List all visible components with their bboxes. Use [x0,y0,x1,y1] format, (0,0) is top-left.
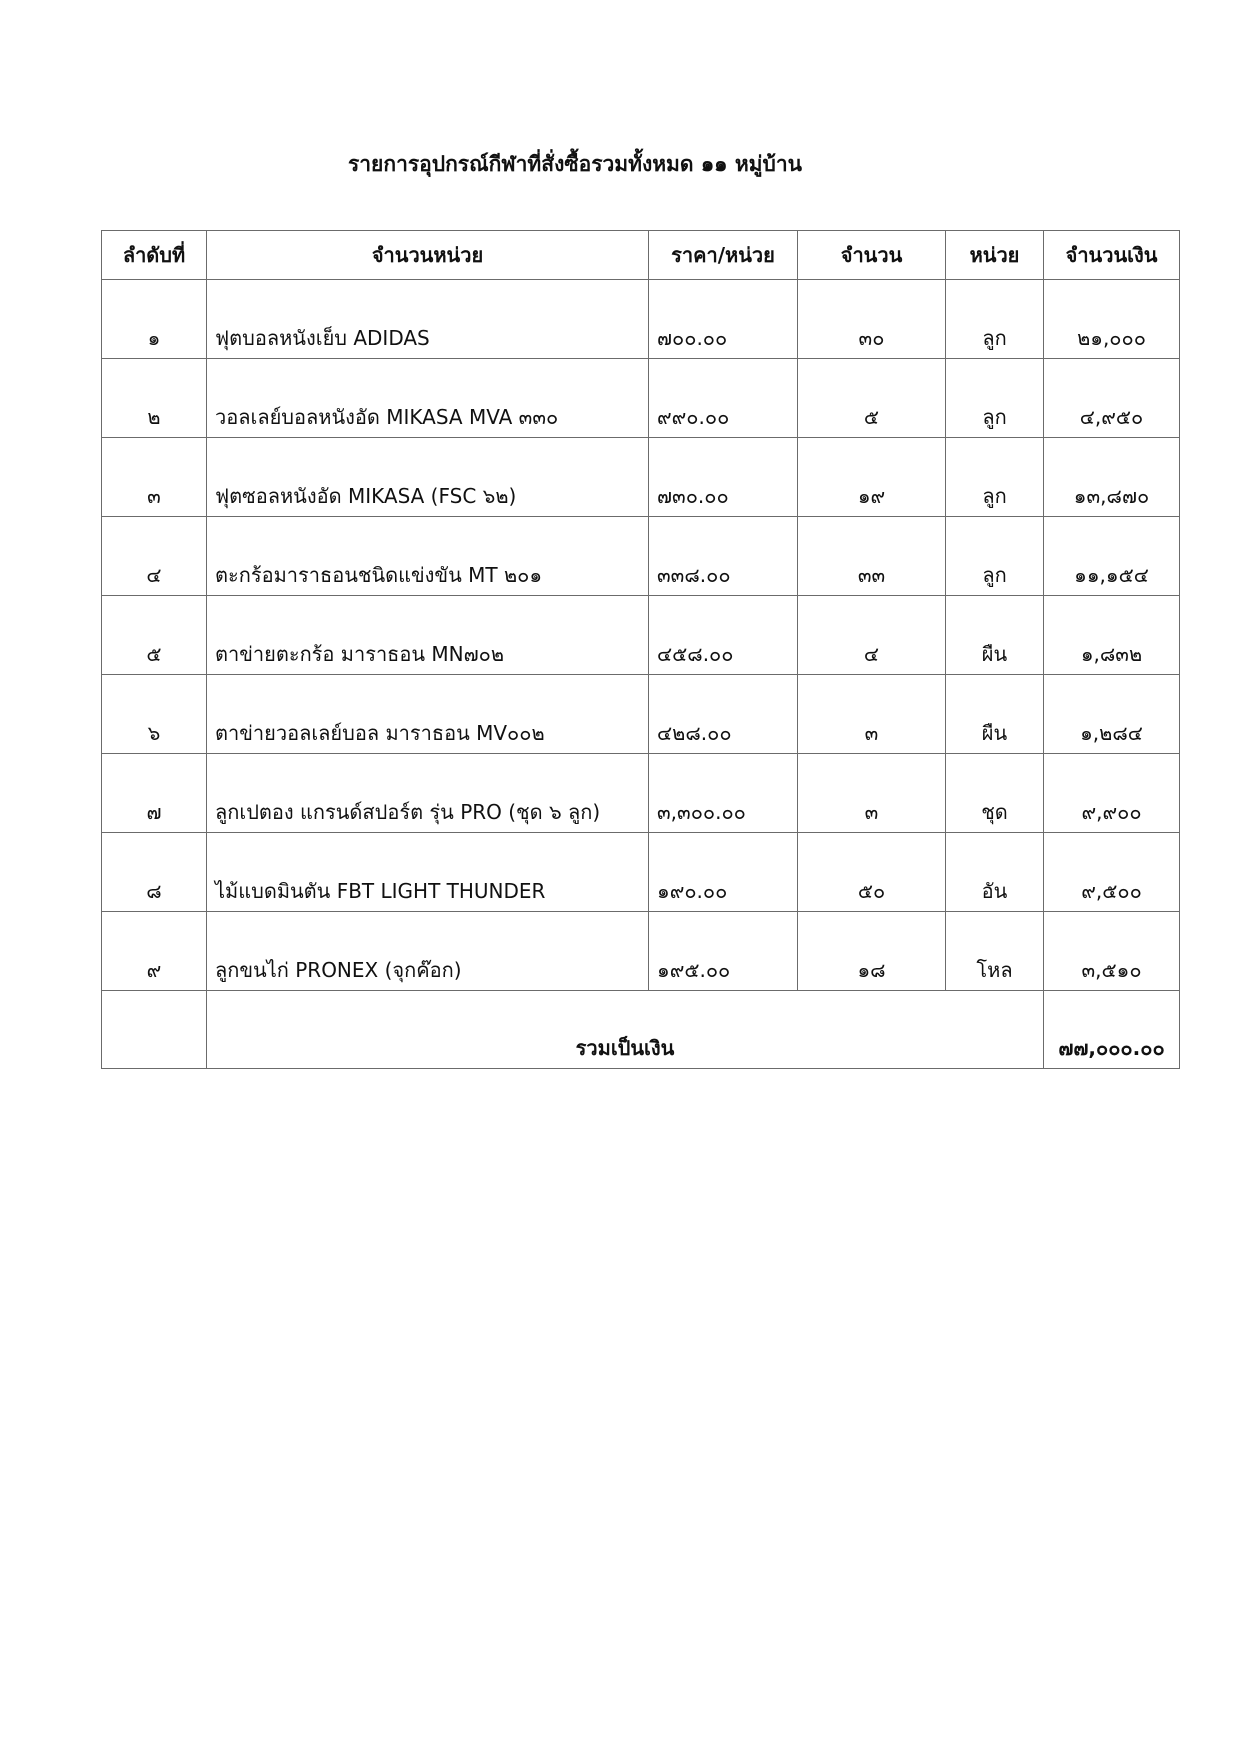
cell-no: ๙ [102,912,207,991]
table-row [102,438,1180,517]
cell-qty: ๓ [798,754,946,833]
cell-no: ๗ [102,754,207,833]
total-row [102,991,1180,1069]
cell-qty: ๕ [798,359,946,438]
cell-item: ลูกเปตอง แกรนด์สปอร์ต รุ่น PRO (ชุด ๖ ลูก) [207,754,649,833]
header-qty: จำนวน [798,231,946,280]
table-row [102,754,1180,833]
cell-item: ไม้แบดมินตัน FBT LIGHT THUNDER [207,833,649,912]
cell-unit: ลูก [946,359,1044,438]
cell-no: ๒ [102,359,207,438]
table-row [102,675,1180,754]
cell-amount: ๓,๕๑๐ [1044,912,1180,991]
cell-qty: ๑๘ [798,912,946,991]
cell-price: ๑๙๐.๐๐ [649,833,798,912]
table-row [102,359,1180,438]
cell-price: ๔๒๘.๐๐ [649,675,798,754]
cell-unit: ลูก [946,280,1044,359]
cell-item: ตาข่ายตะกร้อ มาราธอน MN๗๐๒ [207,596,649,675]
header-amount: จำนวนเงิน [1044,231,1180,280]
total-label: รวมเป็นเงิน [207,991,1044,1069]
cell-amount: ๑,๘๓๒ [1044,596,1180,675]
cell-unit: ผืน [946,675,1044,754]
cell-amount: ๔,๙๕๐ [1044,359,1180,438]
cell-amount: ๑,๒๘๔ [1044,675,1180,754]
cell-unit: ผืน [946,596,1044,675]
cell-unit: ชุด [946,754,1044,833]
header-price: ราคา/หน่วย [649,231,798,280]
header-unit: หน่วย [946,231,1044,280]
equipment-table [101,230,1180,1069]
cell-price: ๓๓๘.๐๐ [649,517,798,596]
cell-no: ๘ [102,833,207,912]
cell-qty: ๑๙ [798,438,946,517]
cell-amount: ๑๑,๑๕๔ [1044,517,1180,596]
cell-price: ๗๐๐.๐๐ [649,280,798,359]
cell-item: ตาข่ายวอลเลย์บอล มาราธอน MV๐๐๒ [207,675,649,754]
table-row [102,833,1180,912]
cell-qty: ๓๓ [798,517,946,596]
cell-amount: ๙,๙๐๐ [1044,754,1180,833]
cell-unit: อัน [946,833,1044,912]
cell-price: ๔๕๘.๐๐ [649,596,798,675]
table-header-row [102,231,1180,280]
cell-item: วอลเลย์บอลหนังอัด MIKASA MVA ๓๓๐ [207,359,649,438]
cell-no: ๓ [102,438,207,517]
cell-qty: ๔ [798,596,946,675]
cell-item: ลูกขนไก่ PRONEX (จุกค๊อก) [207,912,649,991]
cell-qty: ๕๐ [798,833,946,912]
header-item: จำนวนหน่วย [207,231,649,280]
cell-unit: ลูก [946,517,1044,596]
cell-qty: ๓ [798,675,946,754]
cell-qty: ๓๐ [798,280,946,359]
cell-item: ตะกร้อมาราธอนชนิดแข่งขัน MT ๒๐๑ [207,517,649,596]
header-no: ลำดับที่ [102,231,207,280]
cell-no: ๑ [102,280,207,359]
cell-item: ฟุตซอลหนังอัด MIKASA (FSC ๖๒) [207,438,649,517]
page-title: รายการอุปกรณ์กีฬาที่สั่งซื้อรวมทั้งหมด ๑๑ หมู่บ้าน [347,152,802,176]
cell-no: ๕ [102,596,207,675]
cell-no: ๖ [102,675,207,754]
cell-no: ๔ [102,517,207,596]
table-row [102,517,1180,596]
cell-price: ๑๙๕.๐๐ [649,912,798,991]
table-row [102,280,1180,359]
cell-amount: ๑๓,๘๗๐ [1044,438,1180,517]
cell-price: ๙๙๐.๐๐ [649,359,798,438]
cell-amount: ๙,๕๐๐ [1044,833,1180,912]
cell-unit: โหล [946,912,1044,991]
cell-item: ฟุตบอลหนังเย็บ ADIDAS [207,280,649,359]
cell-price: ๓,๓๐๐.๐๐ [649,754,798,833]
total-value: ๗๗,๐๐๐.๐๐ [1044,991,1180,1069]
cell-unit: ลูก [946,438,1044,517]
cell-amount: ๒๑,๐๐๐ [1044,280,1180,359]
cell-price: ๗๓๐.๐๐ [649,438,798,517]
total-empty-cell [102,991,207,1069]
table-row [102,596,1180,675]
table-row [102,912,1180,991]
